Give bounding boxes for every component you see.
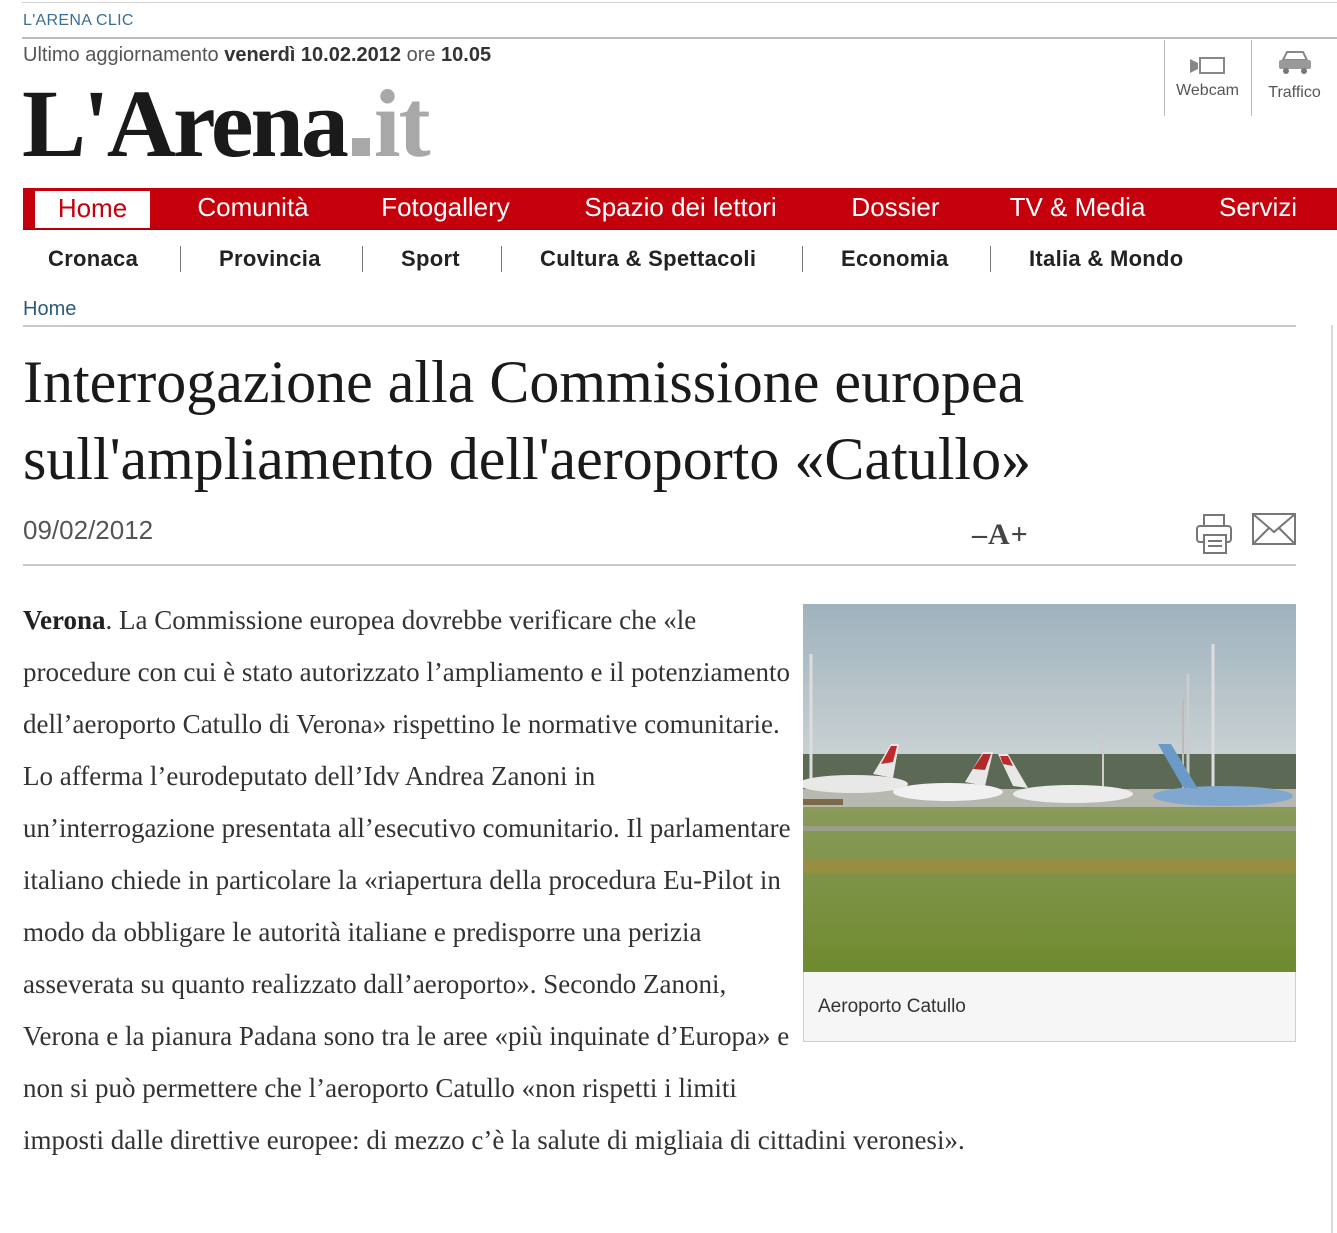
- update-mid: ore: [406, 44, 436, 66]
- update-day: venerdì 10.02.2012: [224, 44, 402, 66]
- last-update: [23, 44, 491, 67]
- webcam-icon: [1188, 54, 1228, 76]
- webcam-label: Webcam: [1176, 82, 1239, 99]
- nav-home[interactable]: Home: [35, 188, 150, 228]
- nav-dossier[interactable]: Dossier: [851, 192, 940, 222]
- logo-tld: it: [373, 70, 429, 177]
- print-icon[interactable]: [1195, 513, 1235, 555]
- subnav-separator: [501, 246, 502, 272]
- top-divider-2: [22, 37, 1337, 39]
- subnav-sport[interactable]: Sport: [401, 246, 460, 271]
- nav-fotogallery[interactable]: Fotogallery: [381, 192, 510, 222]
- right-border: [1331, 325, 1333, 1233]
- subnav-provincia[interactable]: Provincia: [219, 246, 321, 271]
- article-date: 09/02/2012: [23, 515, 154, 545]
- nav-comunita[interactable]: Comunità: [197, 192, 309, 222]
- traffic-button[interactable]: [1251, 40, 1337, 116]
- date-divider: [23, 564, 1296, 566]
- top-bar: [0, 0, 1337, 38]
- nav-servizi[interactable]: Servizi: [1218, 192, 1297, 222]
- logo-dot: [352, 138, 370, 156]
- car-icon: [1275, 48, 1315, 78]
- article-text: . La Commissione europea dovrebbe verificare che «le procedure con cui è stato autorizzato l’ampliamento e il potenziamento dell’aeroporto Catullo di Verona» rispettino le normative comunitarie. Lo afferma l’eurodeputato dell’Idv Andrea Zanoni in un’interrogazione presentata all’esecutivo comunitario. Il parlamentare italiano chiede in particolare la «riapertura della procedura Eu-Pilot in modo da obbligare le autorità italiane e predisporre una perizia asseverata su quanto realizzato dall’aeroporto». Secondo Zanoni, Verona e la pianura Padana sono tra le aree «più inquinate d’Europa» e non si può permettere che l’aeroporto Catullo «non rispetti i limiti imposti dalle direttive europee: di mezzo c’è la salute di migliaia di cittadini veronesi».: [23, 605, 965, 1155]
- subnav-separator: [362, 246, 363, 272]
- font-size-controls: [972, 518, 1029, 552]
- email-icon[interactable]: [1252, 513, 1296, 545]
- figure-spacer: [793, 594, 1303, 1068]
- subnav-cultura[interactable]: Cultura & Spettacoli: [540, 246, 757, 271]
- subnav-economia[interactable]: Economia: [841, 246, 949, 271]
- top-divider: [22, 2, 1337, 3]
- traffic-label: Traffico: [1268, 84, 1321, 101]
- article-body: [23, 594, 1303, 1166]
- main-nav: [23, 188, 1337, 230]
- article-lead: Verona: [23, 605, 106, 635]
- arena-clic-link[interactable]: L'ARENA CLIC: [23, 12, 134, 29]
- update-prefix: Ultimo aggiornamento: [23, 44, 219, 66]
- nav-spazio-lettori[interactable]: Spazio dei lettori: [584, 192, 777, 222]
- font-increase-button[interactable]: +: [1010, 518, 1029, 551]
- breadcrumb-divider: [23, 325, 1296, 327]
- subnav-separator: [802, 246, 803, 272]
- logo-name: L'Arena: [22, 70, 346, 177]
- section-nav: [23, 236, 1313, 282]
- site-logo[interactable]: [22, 70, 429, 177]
- subnav-separator: [990, 246, 991, 272]
- font-size-label: A: [988, 518, 1011, 551]
- font-decrease-button[interactable]: –: [972, 518, 988, 551]
- subnav-italia-mondo[interactable]: Italia & Mondo: [1029, 246, 1184, 271]
- subnav-separator: [180, 246, 181, 272]
- article-title: Interrogazione alla Commissione europea sull'ampliamento dell'aeroporto «Catullo»: [23, 349, 1032, 492]
- nav-tv-media[interactable]: TV & Media: [1009, 192, 1146, 222]
- update-time: 10.05: [441, 44, 492, 66]
- subnav-cronaca[interactable]: Cronaca: [48, 246, 139, 271]
- breadcrumb-home[interactable]: Home: [23, 298, 77, 320]
- image-caption: Aeroporto Catullo: [803, 972, 1296, 1042]
- webcam-button[interactable]: [1164, 40, 1250, 116]
